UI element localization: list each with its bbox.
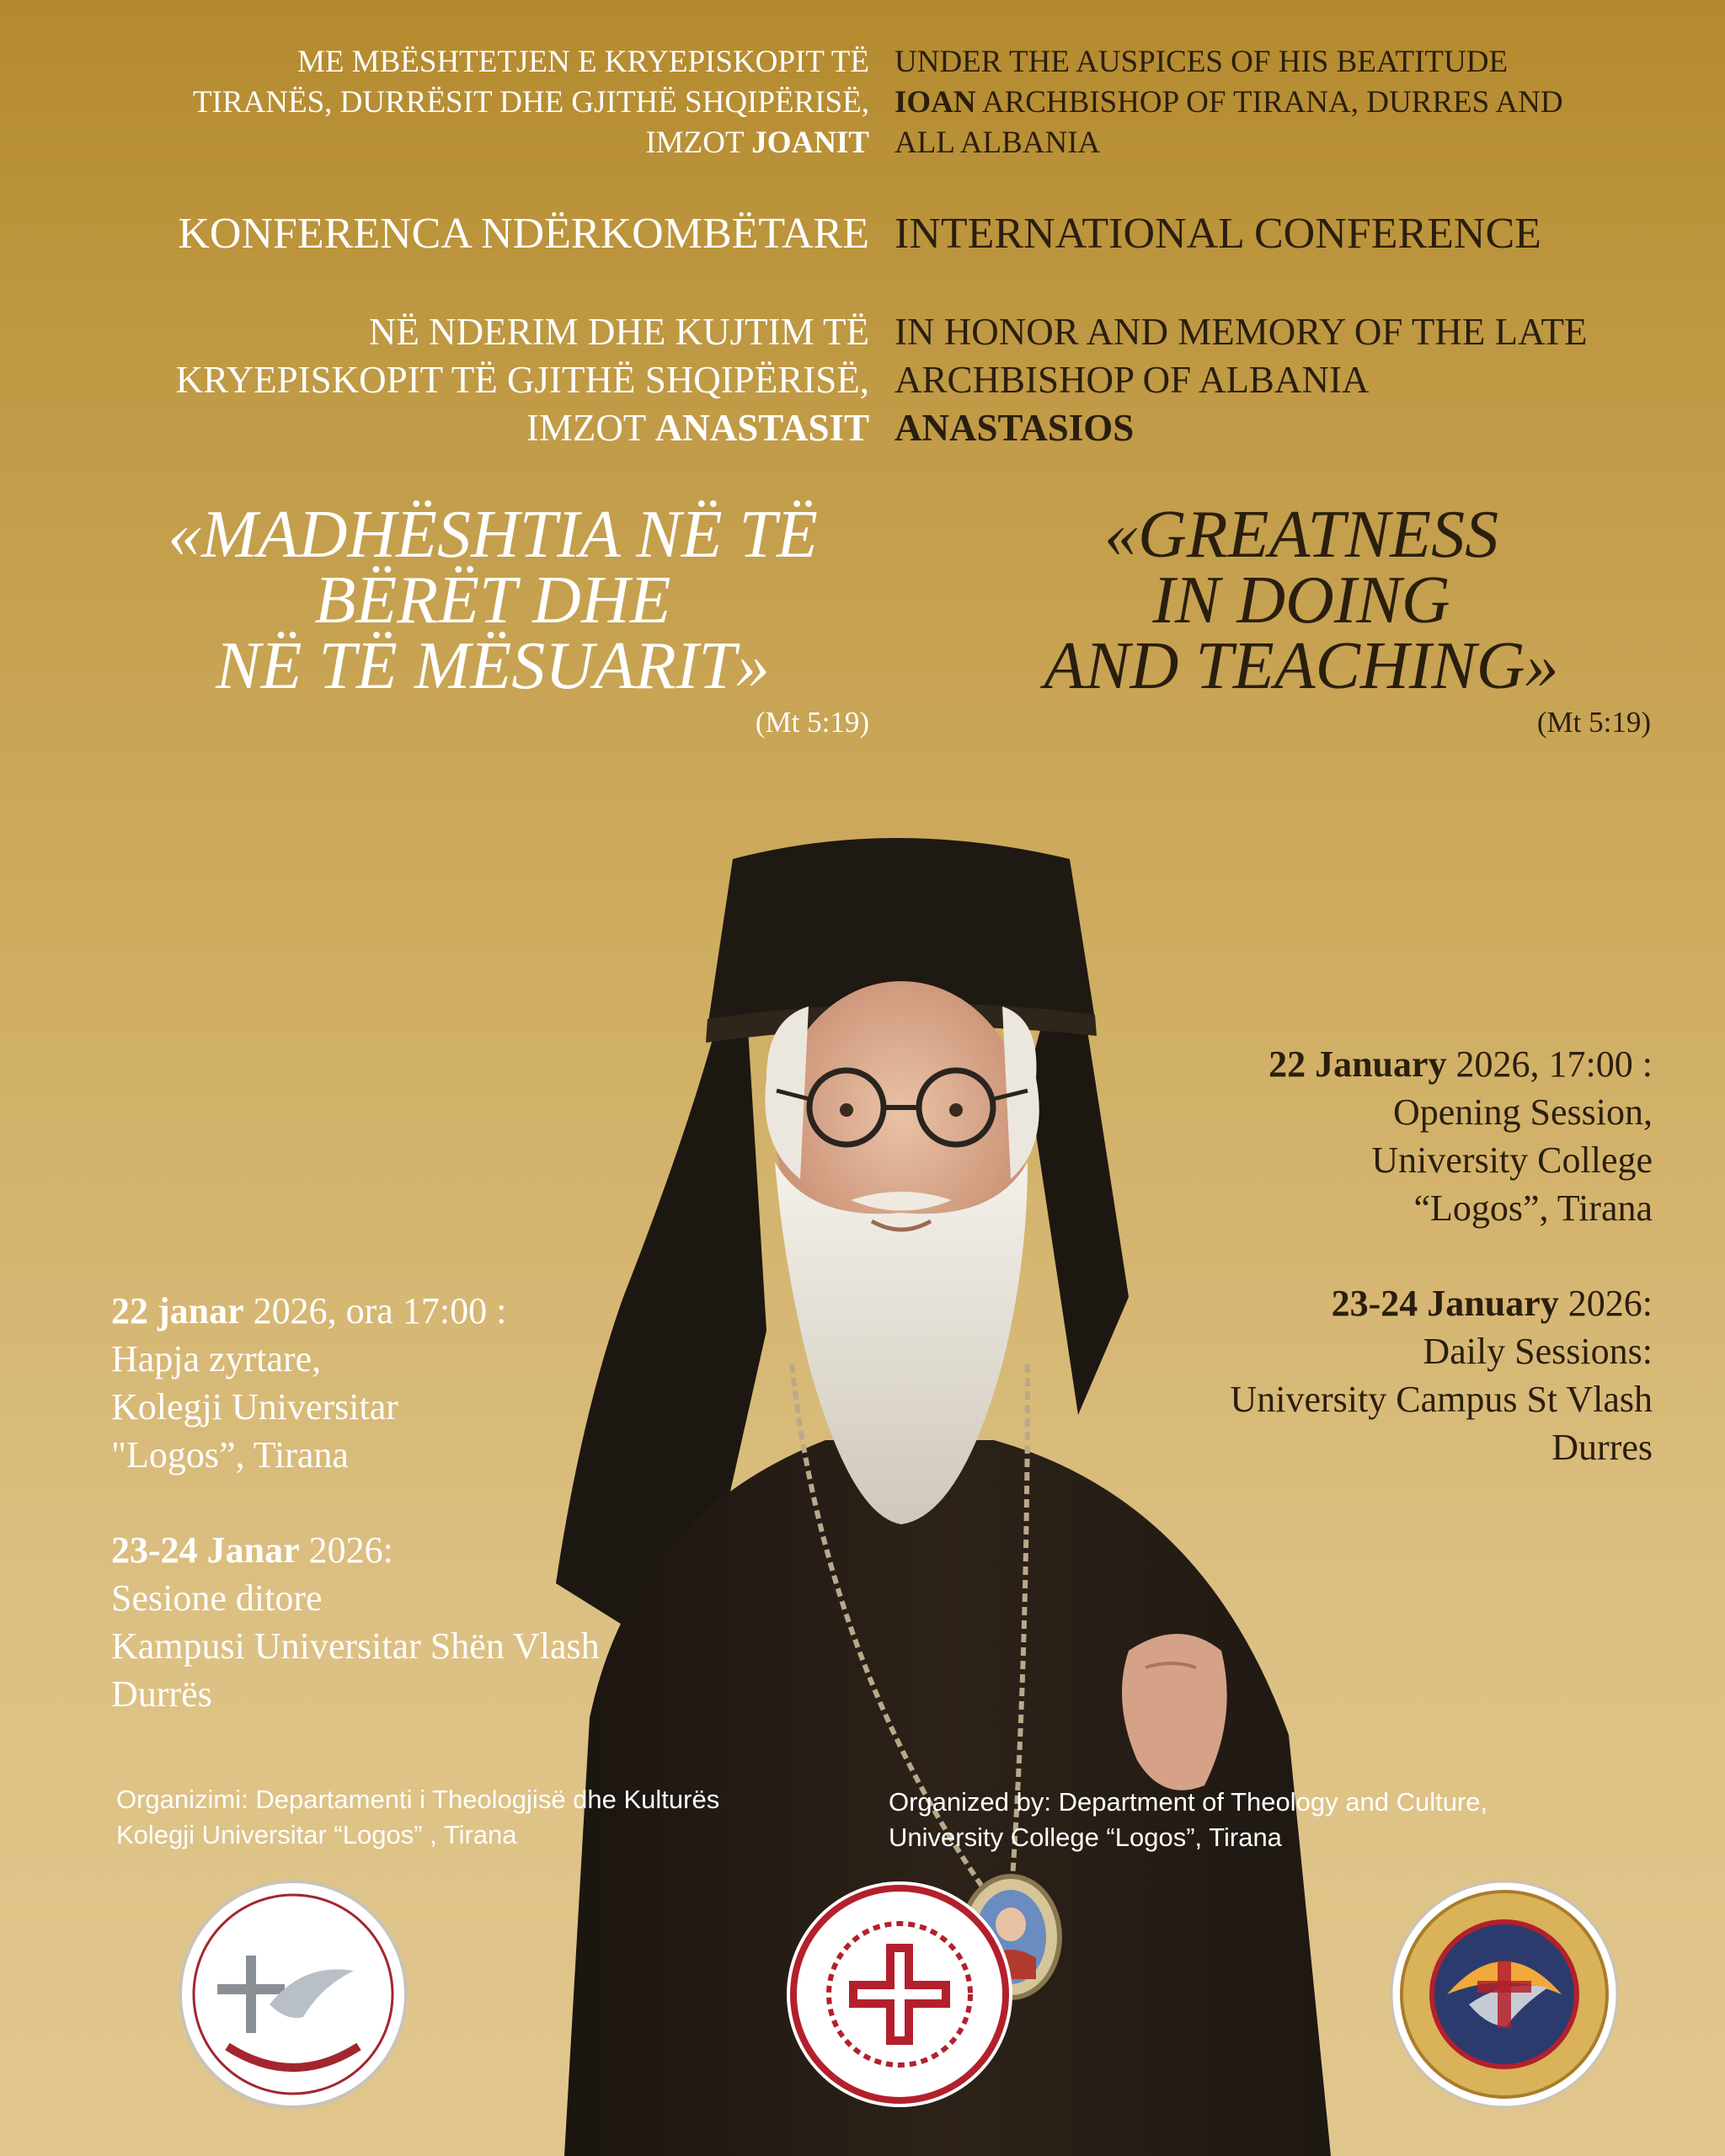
honor-en-line-1: IN HONOR AND MEMORY OF THE LATE xyxy=(895,311,1588,353)
honor-sq-name: ANASTASIT xyxy=(654,407,869,449)
schedule-en xyxy=(1162,1040,1653,1471)
auspices-sq xyxy=(84,42,869,163)
kisha-orthodhokse-logo xyxy=(783,1878,1016,2111)
organizer-en-line-2: University College “Logos”, Tirana xyxy=(889,1822,1282,1852)
honor-en xyxy=(895,308,1686,452)
motto-sq xyxy=(101,498,884,703)
auspices-en-line-2-rest: ARCHBISHOP OF TIRANA, DURRES AND xyxy=(975,85,1563,120)
motto-sq-line-3: NË TË MËSUARIT» xyxy=(216,629,770,703)
schedule-en-daily-line-1: Daily Sessions: xyxy=(1423,1331,1653,1372)
schedule-sq-daily-line-2: Kampusi Universitar Shën Vlash xyxy=(111,1625,600,1667)
auspices-en-line-1: UNDER THE AUSPICES OF HIS BEATITUDE xyxy=(895,45,1509,79)
organizer-sq-line-2: Kolegji Universitar “Logos” , Tirana xyxy=(116,1820,517,1849)
schedule-sq-opening-line-2: Kolegji Universitar xyxy=(111,1386,398,1428)
schedule-sq-opening-day: 22 janar xyxy=(111,1290,244,1331)
honor-sq-line-3 xyxy=(84,404,869,452)
schedule-en-daily-line-3: Durres xyxy=(1551,1427,1653,1468)
schedule-sq xyxy=(111,1287,701,1718)
schedule-en-daily-date xyxy=(1162,1279,1653,1327)
schedule-en-opening-day: 22 January xyxy=(1268,1043,1447,1085)
honor-en-name: ANASTASIOS xyxy=(895,407,1135,449)
schedule-en-daily-year: 2026: xyxy=(1558,1283,1653,1324)
schedule-sq-opening-date xyxy=(111,1287,701,1335)
auspices-en-name: IOAN xyxy=(895,85,976,120)
conference-title-en: INTERNATIONAL CONFERENCE xyxy=(895,210,1541,258)
honor-sq-line-2: KRYEPISKOPIT TË GJITHË SHQIPËRISË, xyxy=(175,359,869,401)
schedule-en-daily-line-2: University Campus St Vlash xyxy=(1230,1379,1653,1420)
organizer-sq xyxy=(116,1782,874,1853)
schedule-en-opening-line-2: University College xyxy=(1371,1139,1653,1181)
motto-en-reference: (Mt 5:19) xyxy=(1536,706,1651,739)
auspices-en-line-3: ALL ALBANIA xyxy=(895,125,1101,160)
schedule-sq-daily-year: 2026: xyxy=(299,1529,393,1571)
conference-title-sq: KONFERENCA NDËRKOMBËTARE xyxy=(178,210,869,258)
auspices-sq-line-3 xyxy=(84,123,869,163)
schedule-en-opening-date xyxy=(1162,1040,1653,1088)
auspices-en-line-2 xyxy=(895,83,1686,123)
organizer-en xyxy=(889,1785,1647,1855)
schedule-sq-daily-line-3: Durrës xyxy=(111,1673,212,1715)
departamenti-theologjise-logo xyxy=(1388,1878,1621,2111)
schedule-sq-daily-line-1: Sesione ditore xyxy=(111,1577,323,1619)
schedule-sq-opening-line-1: Hapja zyrtare, xyxy=(111,1338,322,1380)
auspices-sq-prefix: IMZOT xyxy=(645,125,752,160)
auspices-sq-name: JOANIT xyxy=(751,125,869,160)
schedule-en-daily-days: 23-24 January xyxy=(1331,1283,1559,1324)
motto-sq-line-1: «MADHËSHTIA NË TË xyxy=(168,498,818,572)
motto-sq-reference: (Mt 5:19) xyxy=(755,706,869,739)
motto-en xyxy=(935,498,1668,703)
schedule-sq-opening-time: 2026, ora 17:00 : xyxy=(243,1290,507,1331)
honor-en-line-3 xyxy=(895,404,1686,452)
motto-sq-line-2: BËRËT DHE xyxy=(314,563,671,638)
schedule-en-opening-time: 2026, 17:00 : xyxy=(1446,1043,1653,1085)
kolegji-logos-logo xyxy=(177,1878,409,2111)
honor-sq-prefix: IMZOT xyxy=(526,407,655,449)
schedule-sq-daily-date xyxy=(111,1526,701,1574)
auspices-sq-line-2: TIRANËS, DURRËSIT DHE GJITHË SHQIPËRISË, xyxy=(192,85,869,120)
honor-sq-line-1: NË NDERIM DHE KUJTIM TË xyxy=(368,311,869,353)
schedule-sq-opening-line-3: "Logos”, Tirana xyxy=(111,1434,349,1476)
organizer-sq-line-1: Organizimi: Departamenti i Theologjisë dhe Kulturës xyxy=(116,1785,720,1814)
auspices-sq-line-1: ME MBËSHTETJEN E KRYEPISKOPIT TË xyxy=(296,45,869,79)
auspices-en xyxy=(895,42,1686,163)
honor-en-line-2: ARCHBISHOP OF ALBANIA xyxy=(895,359,1370,401)
organizer-en-line-1: Organized by: Department of Theology and Culture, xyxy=(889,1787,1488,1817)
honor-sq xyxy=(84,308,869,452)
schedule-sq-daily-days: 23-24 Janar xyxy=(111,1529,300,1571)
motto-en-line-3: AND TEACHING» xyxy=(1044,629,1559,703)
motto-en-line-2: IN DOING xyxy=(1152,563,1450,638)
schedule-en-opening-line-1: Opening Session, xyxy=(1393,1091,1653,1133)
schedule-en-opening-line-3: “Logos”, Tirana xyxy=(1413,1187,1653,1229)
motto-en-line-1: «GREATNESS xyxy=(1103,498,1499,572)
